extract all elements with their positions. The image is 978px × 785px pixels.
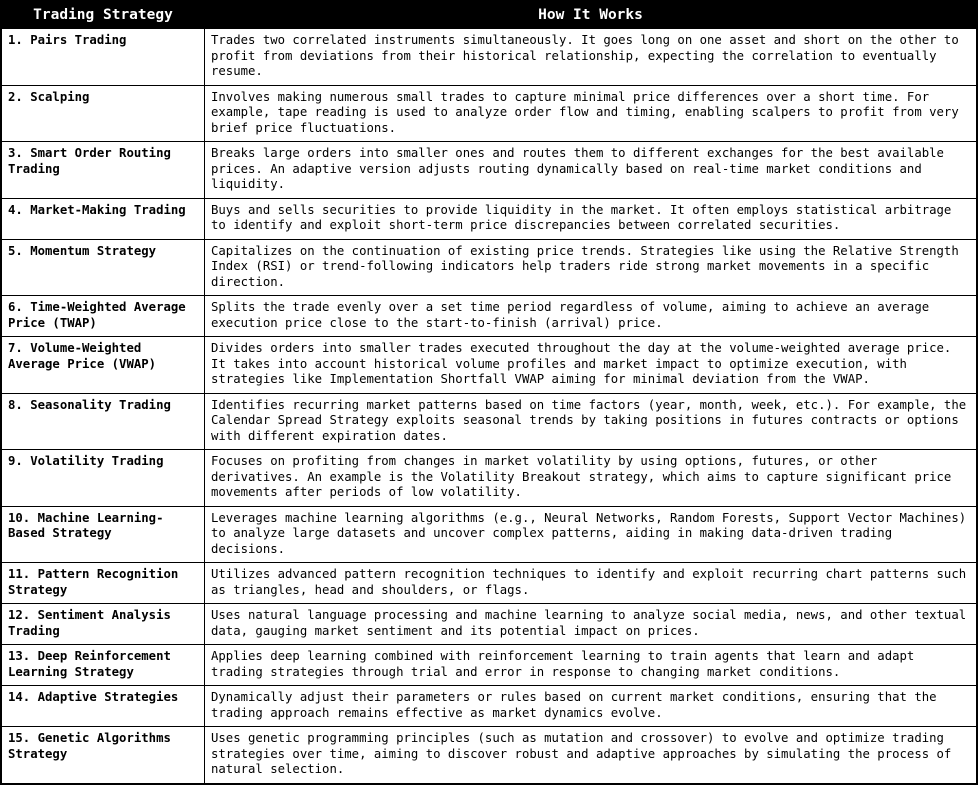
table-row: [1, 604, 977, 645]
cell-how-it-works: Breaks large orders into smaller ones and routes them to different exchanges for the best available prices. An adaptive version adjusts routing dynamically based on real-time market conditions and liquidity.: [205, 142, 978, 199]
cell-strategy: 3. Smart Order Routing Trading: [1, 142, 205, 199]
table-row: [1, 727, 977, 784]
cell-how-it-works: Identifies recurring market patterns based on time factors (year, month, week, etc.). For example, the Calendar Spread Strategy exploits seasonal trends by taking positions in futures contracts or options with different expiration dates.: [205, 393, 978, 450]
table-row: [1, 29, 977, 86]
cell-strategy: 2. Scalping: [1, 85, 205, 142]
table-row: [1, 85, 977, 142]
cell-how-it-works: Utilizes advanced pattern recognition techniques to identify and exploit recurring chart patterns such as triangles, head and shoulders, or flags.: [205, 563, 978, 604]
cell-how-it-works: Uses natural language processing and machine learning to analyze social media, news, and other textual data, gauging market sentiment and its potential impact on prices.: [205, 604, 978, 645]
cell-strategy: 1. Pairs Trading: [1, 29, 205, 86]
table-row: [1, 645, 977, 686]
cell-strategy: 10. Machine Learning-Based Strategy: [1, 506, 205, 563]
table-row: [1, 296, 977, 337]
cell-how-it-works: Uses genetic programming principles (such as mutation and crossover) to evolve and optimize trading strategies over time, aiming to discover robust and adaptive approaches by simulating the process of natural selection.: [205, 727, 978, 784]
cell-how-it-works: Splits the trade evenly over a set time period regardless of volume, aiming to achieve an average execution price close to the start-to-finish (arrival) price.: [205, 296, 978, 337]
cell-strategy: 4. Market-Making Trading: [1, 198, 205, 239]
cell-how-it-works: Buys and sells securities to provide liquidity in the market. It often employs statistical arbitrage to identify and exploit short-term price discrepancies between correlated securities.: [205, 198, 978, 239]
cell-strategy: 9. Volatility Trading: [1, 450, 205, 507]
cell-strategy: 5. Momentum Strategy: [1, 239, 205, 296]
cell-strategy: 6. Time-Weighted Average Price (TWAP): [1, 296, 205, 337]
cell-how-it-works: Trades two correlated instruments simultaneously. It goes long on one asset and short on the other to profit from deviations from their historical relationship, expecting the correlation to eventually resume.: [205, 29, 978, 86]
table-body: [1, 29, 977, 784]
table-row: [1, 198, 977, 239]
table-row: [1, 239, 977, 296]
cell-strategy: 12. Sentiment Analysis Trading: [1, 604, 205, 645]
cell-how-it-works: Dynamically adjust their parameters or rules based on current market conditions, ensuring that the trading approach remains effective as market dynamics evolve.: [205, 686, 978, 727]
table-row: [1, 393, 977, 450]
cell-strategy: 7. Volume-Weighted Average Price (VWAP): [1, 337, 205, 394]
table-header-row: [1, 1, 977, 29]
cell-how-it-works: Leverages machine learning algorithms (e.g., Neural Networks, Random Forests, Support Vector Machines) to analyze large datasets and uncover complex patterns, aiding in making data-driven trading decisions.: [205, 506, 978, 563]
cell-how-it-works: Applies deep learning combined with reinforcement learning to train agents that learn and adapt trading strategies through trial and error in response to changing market conditions.: [205, 645, 978, 686]
cell-strategy: 15. Genetic Algorithms Strategy: [1, 727, 205, 784]
column-header-how-it-works: How It Works: [205, 1, 978, 29]
cell-how-it-works: Involves making numerous small trades to capture minimal price differences over a short time. For example, tape reading is used to analyze order flow and timing, enabling scalpers to profit from very brief price fluctuations.: [205, 85, 978, 142]
cell-strategy: 14. Adaptive Strategies: [1, 686, 205, 727]
cell-strategy: 8. Seasonality Trading: [1, 393, 205, 450]
table-row: [1, 142, 977, 199]
column-header-strategy: Trading Strategy: [1, 1, 205, 29]
cell-how-it-works: Focuses on profiting from changes in market volatility by using options, futures, or other derivatives. An example is the Volatility Breakout strategy, which aims to capture significant price movements after periods of low volatility.: [205, 450, 978, 507]
table-row: [1, 563, 977, 604]
table-row: [1, 337, 977, 394]
table-row: [1, 686, 977, 727]
table-row: [1, 450, 977, 507]
cell-how-it-works: Capitalizes on the continuation of existing price trends. Strategies like using the Relative Strength Index (RSI) or trend-following indicators help traders ride strong market movements in a specific direction.: [205, 239, 978, 296]
cell-how-it-works: Divides orders into smaller trades executed throughout the day at the volume-weighted average price. It takes into account historical volume profiles and market impact to optimize execution, with strategies like Implementation Shortfall VWAP aiming for minimal deviation from the VWAP.: [205, 337, 978, 394]
cell-strategy: 13. Deep Reinforcement Learning Strategy: [1, 645, 205, 686]
table-row: [1, 506, 977, 563]
cell-strategy: 11. Pattern Recognition Strategy: [1, 563, 205, 604]
table-header: [1, 1, 977, 29]
